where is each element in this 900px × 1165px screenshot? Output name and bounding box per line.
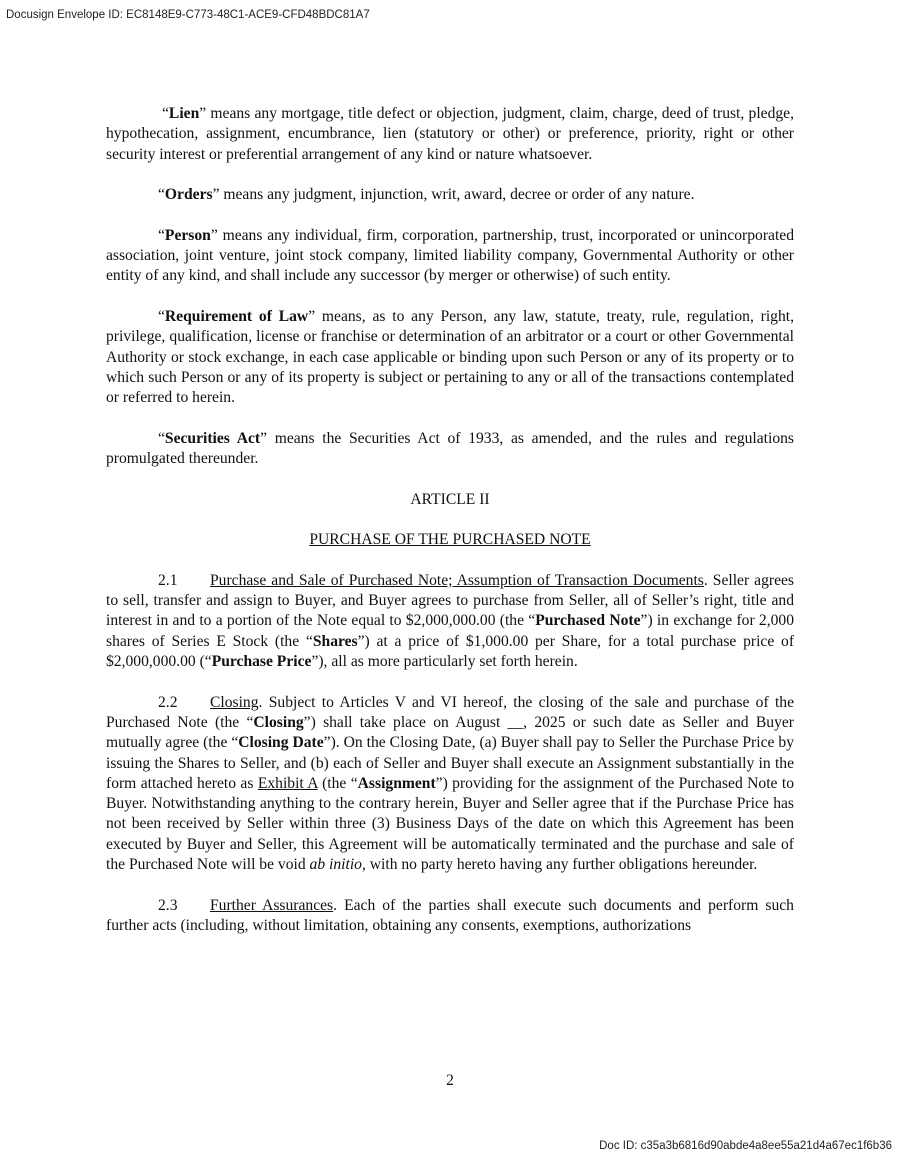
section-number: 2.1	[158, 571, 178, 589]
section-number: 2.3	[158, 896, 178, 914]
section-heading: Purchase and Sale of Purchased Note; Assumption of Transaction Documents	[210, 571, 704, 589]
definition-orders: “Orders” means any judgment, injunction, writ, award, decree or order of any nature.	[158, 186, 695, 204]
article-number: ARTICLE II	[410, 490, 490, 508]
definition-person: “Person” means any individual, firm, corporation, partnership, trust, incorporated or unincorporated association, joint venture, joint stock company, limited liability company, Governmental Authority or other entity of any kind, and shall include any successor (by merger or otherwise) of such entity.	[106, 226, 794, 285]
section-heading: Closing	[210, 693, 259, 711]
section-2-2: 2.2 Closing. Subject to Articles V and VI hereof, the closing of the sale and purchase of the Purchased Note (the “Closing”) shall take place on August __, 2025 or such date as Seller and Buyer mutually agree (the “Closing Date”). On the Closing Date, (a) Buyer shall pay to Seller the Purchase Price by issuing the Shares to Seller, and (b) each of Seller and Buyer shall execute an Assignment substantially in the form attached hereto as Exhibit A (the “Assignment”) providing for the assignment of the Purchased Note to Buyer. Notwithstanding anything to the contrary herein, Buyer and Seller agree that if the Purchase Price has not been received by Seller within three (3) Business Days of the date on which this Agreement has been executed by Buyer and Seller, this Agreement will be automatically terminated and the purchase and sale of the Purchased Note will be void ab initio, with no party hereto having any further obligations hereunder.	[106, 693, 794, 873]
section-number: 2.2	[158, 693, 178, 711]
defined-term: Securities Act	[164, 429, 261, 447]
definition-securities-act: “Securities Act” means the Securities Act of 1933, as amended, and the rules and regulations promulgated thereunder.	[106, 429, 794, 468]
doc-id: Doc ID: c35a3b6816d90abde4a8ee55a21d4a67ec1f6b36	[599, 1140, 892, 1152]
definition-requirement-of-law: “Requirement of Law” means, as to any Person, any law, statute, treaty, rule, regulation, right, privilege, qualification, license or franchise or determination of an arbitrator or a court or other Governmental Authority or stock exchange, in each case applicable or binding upon such Person or any of its property or to which such Person or any of its property is subject or pertaining to any or all of the transactions contemplated or referred to herein.	[106, 307, 794, 407]
section-2-3: 2.3 Further Assurances. Each of the parties shall execute such documents and perform such further acts (including, without limitation, obtaining any consents, exemptions, authorizations	[106, 896, 794, 934]
page-number: 2	[446, 1072, 454, 1089]
exhibit-reference: Exhibit A	[257, 774, 318, 792]
defined-term: Person	[164, 226, 211, 244]
defined-term: Lien	[168, 105, 200, 122]
section-heading: Further Assurances	[210, 896, 334, 914]
defined-term: Requirement of Law	[164, 307, 309, 325]
definition-lien: “Lien” means any mortgage, title defect or objection, judgment, claim, charge, deed of trust, pledge, hypothecation, assignment, encumbrance, lien (statutory or other) or preference, priority, right or other security interest or preferential arrangement of any kind or nature whatsoever.	[106, 105, 794, 163]
document-body	[106, 104, 794, 936]
section-2-1: 2.1 Purchase and Sale of Purchased Note; Assumption of Transaction Documents. Seller agrees to sell, transfer and assign to Buyer, and Buyer agrees to purchase from Seller, all of Seller’s right, title and interest in and to a portion of the Note equal to $2,000,000.00 (the “Purchased Note”) in exchange for 2,000 shares of Series E Stock (the “Shares”) at a price of $1,000.00 per Share, for a total purchase price of $2,000,000.00 (“Purchase Price”), all as more particularly set forth herein.	[106, 571, 795, 671]
article-title: PURCHASE OF THE PURCHASED NOTE	[309, 531, 591, 549]
envelope-id: Docusign Envelope ID: EC8148E9-C773-48C1-ACE9-CFD48BDC81A7	[6, 9, 370, 21]
defined-term: Orders	[164, 186, 213, 204]
